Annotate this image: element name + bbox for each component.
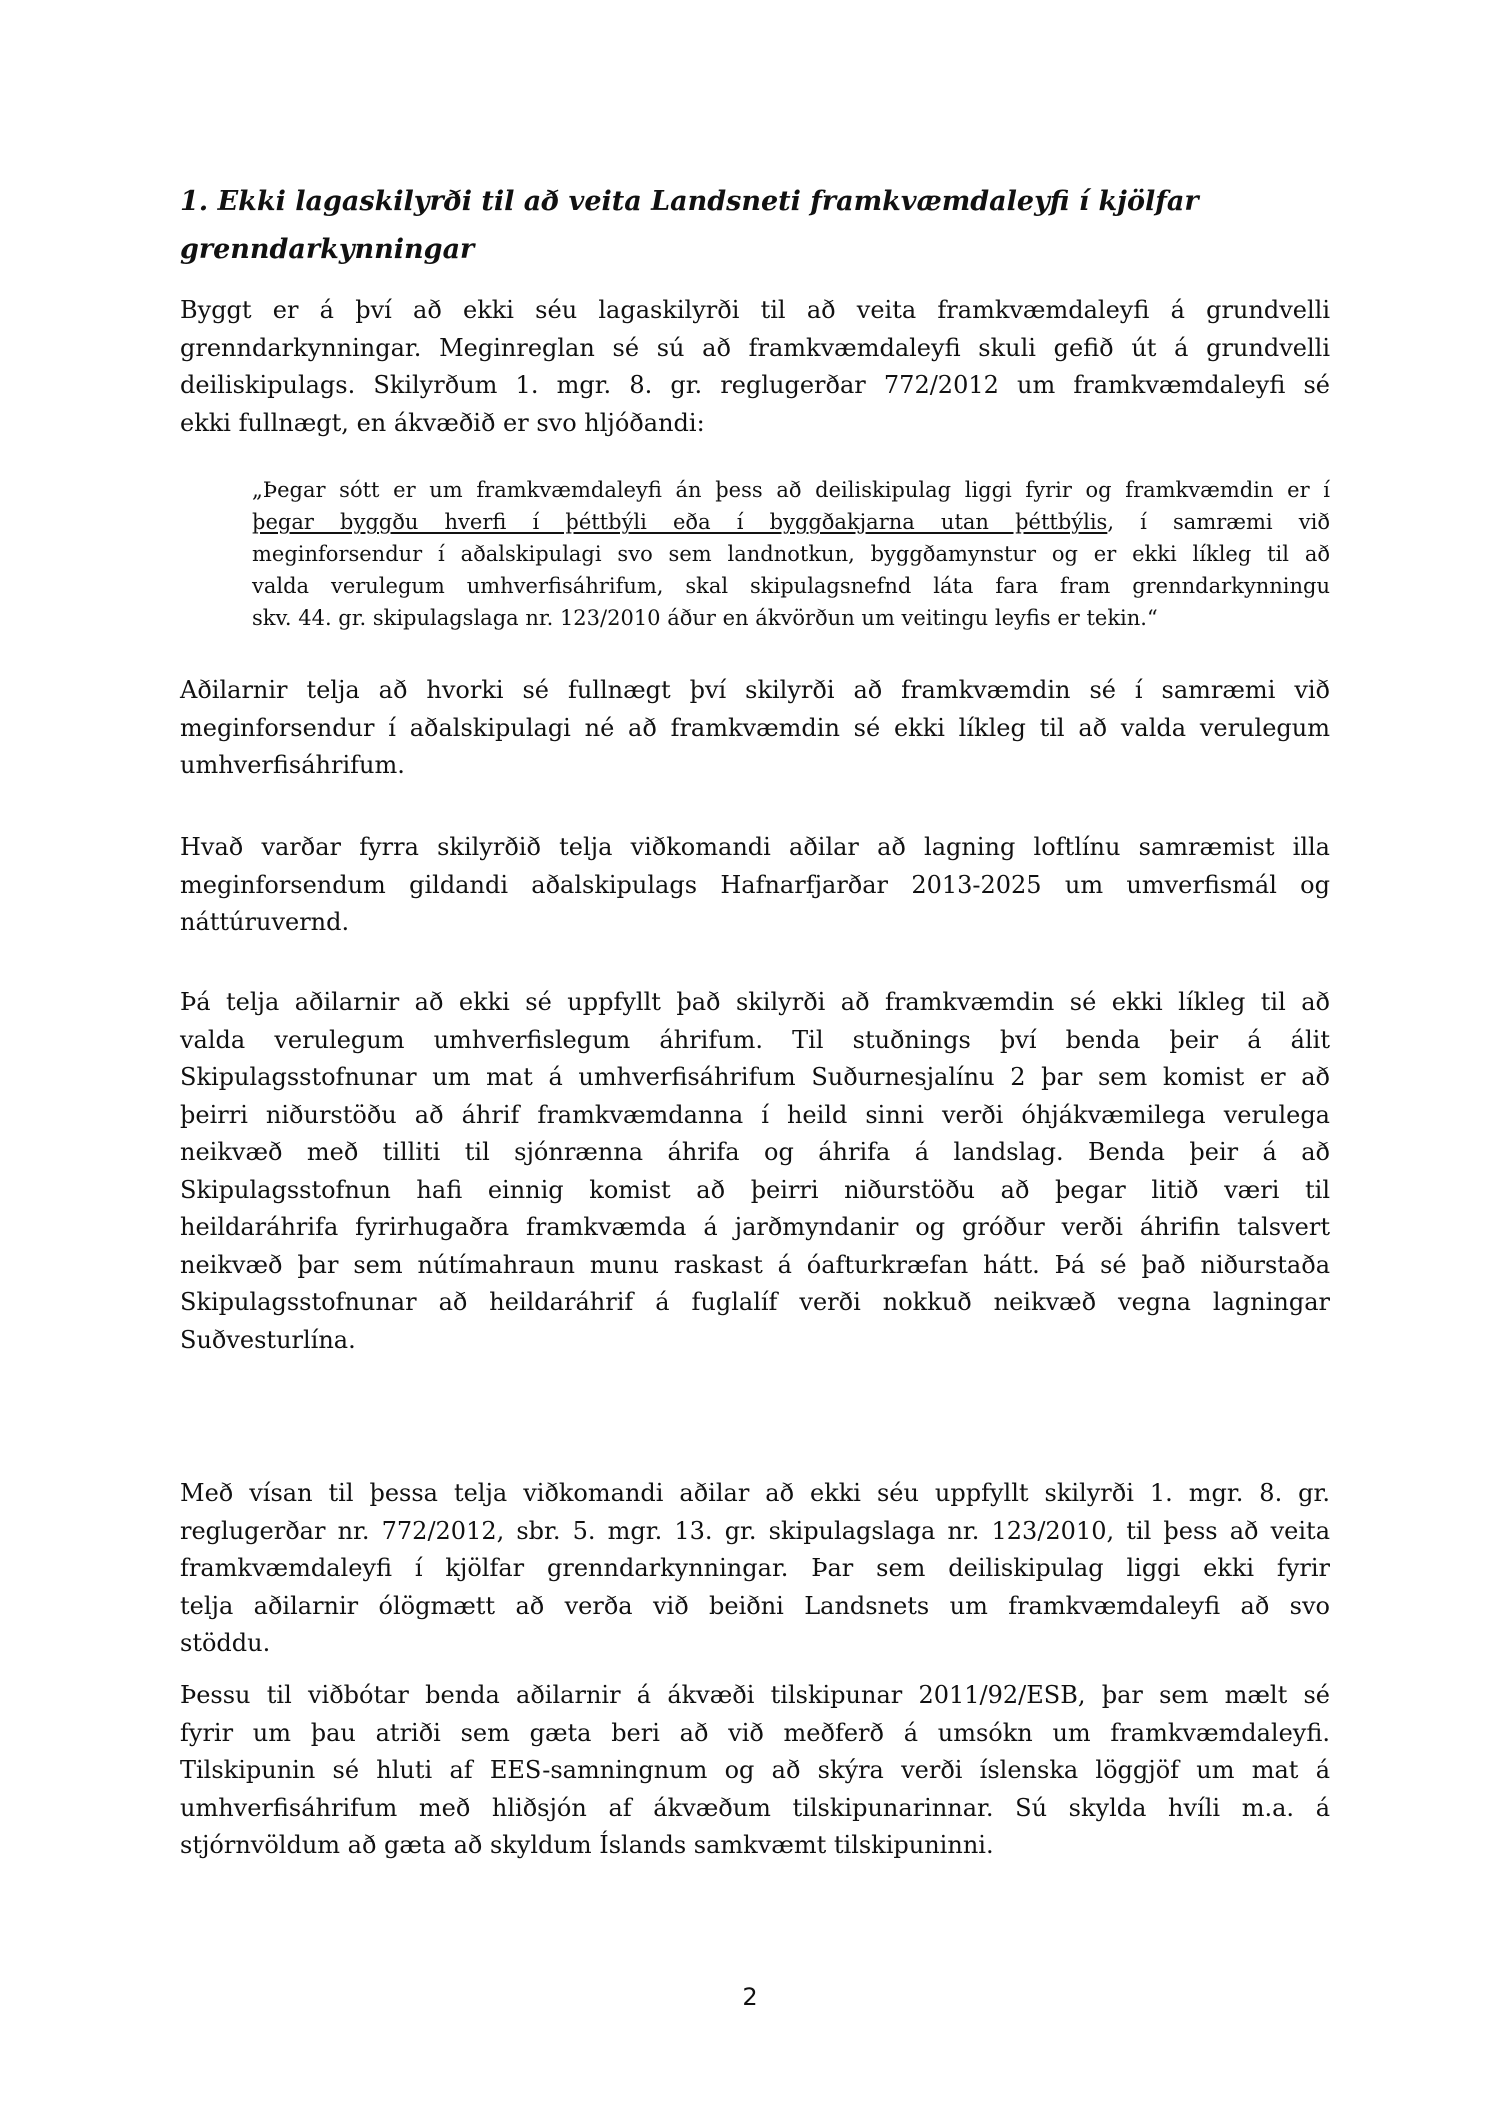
paragraph-line: grenndarkynningar. Meginreglan sé sú að framkvæmdaleyfi skuli gefið út á grundvelli — [180, 333, 1330, 362]
paragraph-line: Aðilarnir telja að hvorki sé fullnægt því skilyrði að framkvæmdin sé í samræmi við — [180, 676, 1330, 704]
paragraph-3 — [180, 829, 1330, 942]
paragraph-line: Skipulagsstofnunar um mat á umhverfisáhrifum Suðurnesjalínu 2 þar sem komist er að — [180, 1063, 1330, 1091]
paragraph-line: Skipulagsstofnun hafi einnig komist að þeirri niðurstöðu að þegar litið væri til — [180, 1175, 1330, 1204]
underlined-text: þegar byggðu hverfi í þéttbýli eða í byggðakjarna utan þéttbýlis — [252, 510, 1108, 534]
paragraph-line: neikvæð með tilliti til sjónrænna áhrifa og áhrifa á landslag. Benda þeir á að — [180, 1138, 1330, 1166]
paragraph-1 — [180, 292, 1330, 442]
paragraph-line: stöddu. — [180, 1629, 271, 1657]
paragraph-line: neikvæð þar sem nútímahraun munu raskast á óafturkræfan hátt. Þá sé það niðurstaða — [180, 1250, 1330, 1279]
paragraph-4 — [180, 984, 1330, 1359]
paragraph-line: heildaráhrifa fyrirhugaðra framkvæmda á jarðmyndanir og gróður verði áhrifin talsvert — [180, 1213, 1330, 1241]
paragraph-line: meginforsendur í aðalskipulagi né að framkvæmdin sé ekki líkleg til að valda verulegum — [180, 713, 1330, 742]
quote-text: , í samræmi við — [1107, 510, 1330, 534]
paragraph-line: stjórnvöldum að gæta að skyldum Íslands samkvæmt tilskipuninni. — [180, 1831, 994, 1859]
paragraph-line: telja aðilarnir ólögmætt að verða við beiðni Landsnets um framkvæmdaleyfi að svo — [180, 1591, 1330, 1620]
quote-line: „Þegar sótt er um framkvæmdaleyfi án þess að deiliskipulag liggi fyrir og framkvæmdin er í — [252, 478, 1330, 502]
paragraph-line: Skipulagsstofnunar að heildaráhrif á fuglalíf verði nokkuð neikvæð vegna lagningar — [180, 1288, 1330, 1316]
paragraph-line: Hvað varðar fyrra skilyrðið telja viðkomandi aðilar að lagning loftlínu samræmist illa — [180, 833, 1330, 861]
paragraph-line: Suðvesturlína. — [180, 1325, 356, 1354]
quoted-regulation — [252, 474, 1330, 634]
heading-line: 1. Ekki lagaskilyrði til að veita Landsneti framkvæmdaleyfi í kjölfar — [180, 186, 1199, 217]
paragraph-line: Tilskipunin sé hluti af EES-samningnum og að skýra verði íslenska löggjöf um mat á — [180, 1756, 1330, 1784]
paragraph-5 — [180, 1475, 1330, 1663]
quote-line: skv. 44. gr. skipulagslaga nr. 123/2010 áður en ákvörðun um veitingu leyfis er tekin.“ — [252, 606, 1158, 630]
paragraph-line: náttúruvernd. — [180, 908, 350, 936]
section-heading — [180, 178, 1330, 274]
paragraph-line: ekki fullnægt, en ákvæðið er svo hljóðandi: — [180, 408, 705, 437]
quote-line — [252, 506, 1330, 538]
paragraph-6 — [180, 1677, 1330, 1865]
paragraph-line: þeirri niðurstöðu að áhrif framkvæmdanna í heild sinni verði óhjákvæmilega verulega — [180, 1100, 1330, 1129]
paragraph-line: umhverfisáhrifum. — [180, 751, 405, 779]
paragraph-line: Byggt er á því að ekki séu lagaskilyrði til að veita framkvæmdaleyfi á grundvelli — [180, 296, 1330, 324]
heading-line: grenndarkynningar — [180, 234, 475, 265]
page-number: 2 — [742, 1983, 758, 2011]
paragraph-line: Þessu til viðbótar benda aðilarnir á ákvæði tilskipunar 2011/92/ESB, þar sem mælt sé — [180, 1681, 1330, 1709]
paragraph-line: meginforsendum gildandi aðalskipulags Hafnarfjarðar 2013-2025 um umverfismál og — [180, 870, 1330, 899]
paragraph-line: valda verulegum umhverfislegum áhrifum. Til stuðnings því benda þeir á álit — [180, 1025, 1330, 1054]
quote-line: valda verulegum umhverfisáhrifum, skal skipulagsnefnd láta fara fram grenndarkynningu — [252, 574, 1330, 598]
paragraph-line: fyrir um þau atriði sem gæta beri að við meðferð á umsókn um framkvæmdaleyfi. — [180, 1718, 1330, 1747]
quote-line: meginforsendur í aðalskipulagi svo sem landnotkun, byggðamynstur og er ekki líkleg til að — [252, 542, 1330, 566]
paragraph-line: framkvæmdaleyfi í kjölfar grenndarkynningar. Þar sem deiliskipulag liggi ekki fyrir — [180, 1554, 1330, 1582]
paragraph-2 — [180, 672, 1330, 785]
paragraph-line: deiliskipulags. Skilyrðum 1. mgr. 8. gr. reglugerðar 772/2012 um framkvæmdaleyfi sé — [180, 371, 1330, 399]
paragraph-line: umhverfisáhrifum með hliðsjón af ákvæðum tilskipunarinnar. Sú skylda hvíli m.a. á — [180, 1793, 1330, 1822]
paragraph-line: Þá telja aðilarnir að ekki sé uppfyllt það skilyrði að framkvæmdin sé ekki líkleg til að — [180, 988, 1330, 1016]
paragraph-line: Með vísan til þessa telja viðkomandi aðilar að ekki séu uppfyllt skilyrði 1. mgr. 8. gr. — [180, 1479, 1330, 1507]
paragraph-line: reglugerðar nr. 772/2012, sbr. 5. mgr. 13. gr. skipulagslaga nr. 123/2010, til þess að veita — [180, 1516, 1330, 1545]
